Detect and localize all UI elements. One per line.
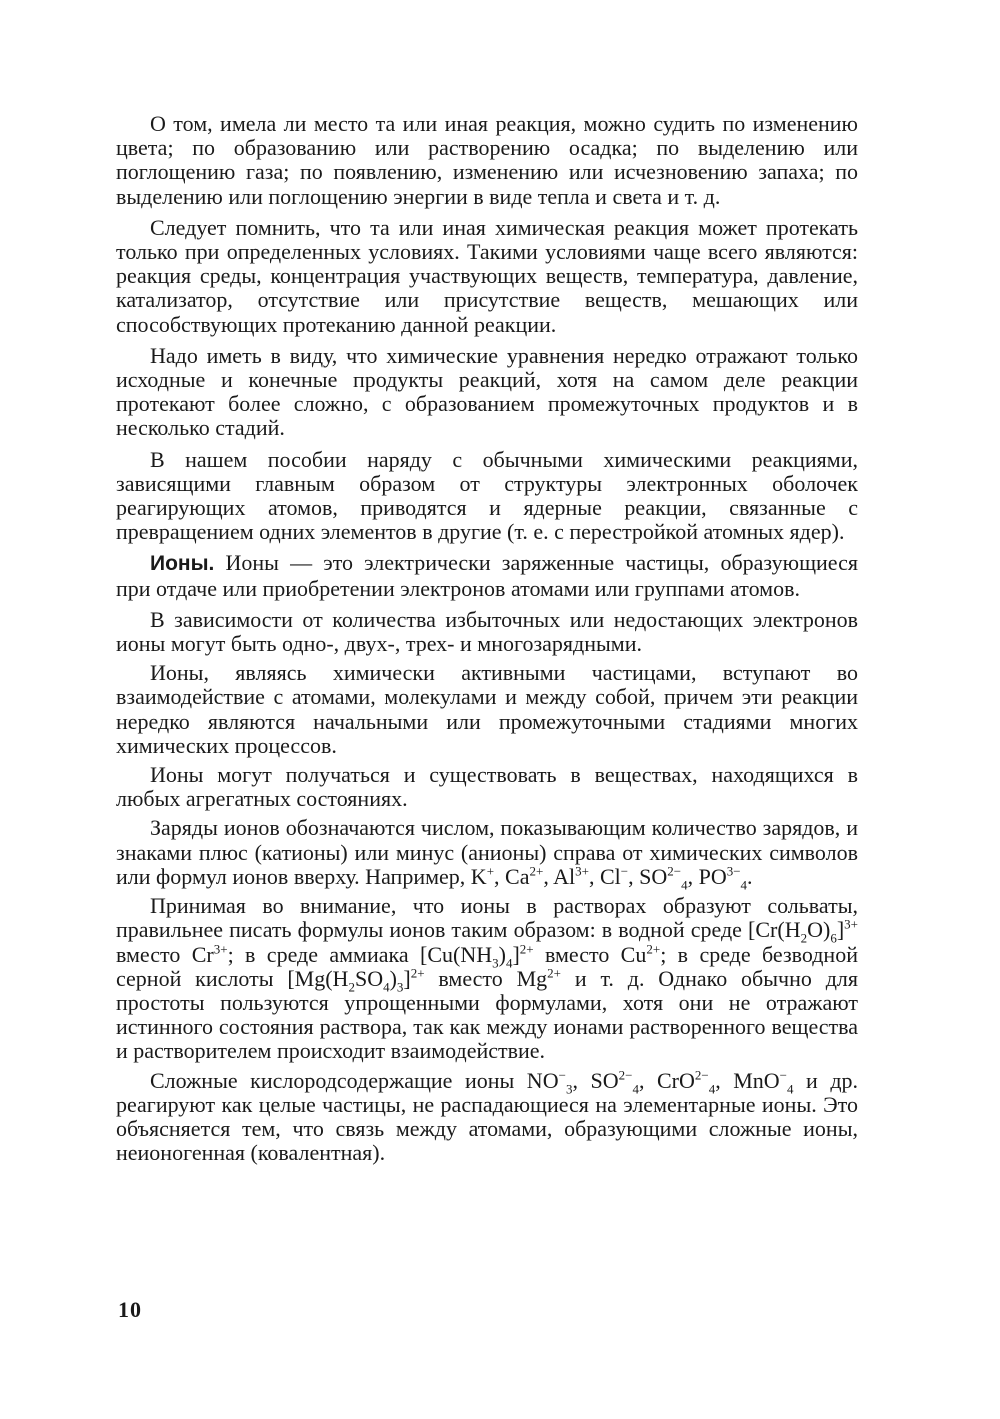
charge-sup: 2+ xyxy=(646,941,661,957)
paragraph-ions-definition xyxy=(116,551,858,600)
charge-sup: 2− xyxy=(694,1067,709,1083)
charge-sup: − xyxy=(620,863,629,879)
charge-sup: − xyxy=(779,1067,788,1083)
paragraph-complex-ions xyxy=(116,1069,858,1166)
paragraph-reaction-conditions: Следует помнить, что та или иная химическая реакция может протекать только при определенных условиях. Такими условиями чаще всего являются: реакция среды, концентрация участвующих веществ, температура, давление, катализатор, отсутствие или присутствие веществ, мешающих или способствующих протеканию данной реакции. xyxy=(116,214,858,337)
formula-run: O) xyxy=(807,917,831,943)
index-sub: 6 xyxy=(830,930,837,946)
text-run: и др. реагируют как целые частицы, не распадающиеся на элементарные ионы. Это объясняется тем, что связь между атомами, образующими сложные ионы, неионогенная (ковалентная). xyxy=(116,1067,859,1166)
section-lead-ions: Ионы. xyxy=(150,552,215,576)
charge-sup: 2− xyxy=(667,863,682,879)
charge-sup: + xyxy=(486,863,495,879)
paragraph-ion-activity: Ионы, являясь химически активными частицами, вступают во взаимодействие с атомами, молекулами и между собой, причем эти реакции нередко являются начальными или промежуточными стадиями многих химических процессов. xyxy=(116,660,858,758)
paragraph-nuclear-reactions: В нашем пособии наряду с обычными химическими реакциями, зависящими главным образом от структуры электронных оболочек реагирующих атомов, приводятся и ядерные реакции, связанные с превращением одних элементов в другие (т. е. с перестройкой атомных ядер). xyxy=(116,446,858,545)
formula-run: ] xyxy=(836,917,845,943)
paragraph-charge-notation xyxy=(116,815,858,893)
index-sub: 3 xyxy=(565,1080,573,1096)
formula-run: ) xyxy=(498,941,506,967)
ions-definition-text: Ионы — это электрически заряженные частицы, образующиеся при отдаче или приобретении электронов атомами или группами атомов. xyxy=(116,550,858,601)
page-number: 10 xyxy=(118,1297,142,1322)
formula-run: , CrO xyxy=(638,1067,695,1093)
paragraph-solvates xyxy=(116,894,858,1063)
index-sub: 2 xyxy=(348,979,355,995)
text-run: Принимая во внимание, что ионы в растворах образуют сольваты, правильнее писать формулы ионов таким образом: в водной среде [Cr(H xyxy=(116,893,858,943)
index-sub: 4 xyxy=(383,979,390,995)
index-sub: 4 xyxy=(787,1080,794,1096)
text-run: Заряды ионов обозначаются числом, показывающим количество зарядов, и знаками плюс (катионы) или минус (анионы) справа от химических символов или формул ионов вверху. Например, xyxy=(116,815,858,889)
charge-sup: 3+ xyxy=(575,863,589,879)
formula-run: , Cl xyxy=(588,863,621,889)
paragraph-reaction-signs: О том, имела ли место та или иная реакция, можно судить по изменению цвета; по образованию или растворению осадка; по выделению или поглощению газа; по появлению, изменению или исчезновению запаха; по выделению или поглощению энергии в виде тепла и света и т. д. xyxy=(116,111,858,209)
index-sub: 4 xyxy=(681,877,688,893)
text-run: . xyxy=(747,863,753,889)
formula-run: , Al xyxy=(543,863,576,889)
index-sub: 2 xyxy=(800,930,808,946)
text-run: Сложные кислородсодержащие ионы NO xyxy=(150,1067,559,1093)
text-run: вместо Mg xyxy=(424,965,548,991)
text-run: вместо Cr xyxy=(116,941,214,967)
charge-sup: 2+ xyxy=(547,965,562,981)
charge-sup: 3+ xyxy=(844,916,858,932)
text-run: ; в среде аммиака [Cu(NH xyxy=(227,941,493,967)
paragraph-ion-states: Ионы могут получаться и существовать в веществах, находящихся в любых агрегатных состояниях. xyxy=(116,762,858,812)
paragraph-equations-note: Надо иметь в виду, что химические уравнения нередко отражают только исходные и конечные продукты реакций, хотя на самом деле реакции протекают более сложно, с образованием промежуточных продуктов и в несколько стадий. xyxy=(116,342,858,441)
charge-sup: 2− xyxy=(618,1067,633,1083)
charge-sup: 2+ xyxy=(529,863,544,879)
formula-run: ] xyxy=(403,965,411,991)
index-sub: 4 xyxy=(740,877,748,893)
formula-run: , PO xyxy=(687,863,727,889)
formula-run: , MnO xyxy=(715,1067,780,1093)
text-run: вместо Cu xyxy=(533,941,647,967)
index-sub: 4 xyxy=(505,954,513,970)
text-run: ; в среде безводной серной кислоты [Mg(H xyxy=(116,941,858,991)
charge-sup: 2+ xyxy=(519,941,534,957)
index-sub: 3 xyxy=(492,954,499,970)
paragraph-ion-charges: В зависимости от количества избыточных или недостающих электронов ионы могут быть одно-, двух-, трех- и многозарядными. xyxy=(116,606,858,657)
charge-sup: 3− xyxy=(726,863,741,879)
formula-run: K xyxy=(470,863,487,889)
formula-run: , Ca xyxy=(494,863,530,889)
index-sub: 4 xyxy=(708,1080,716,1096)
charge-sup: 3+ xyxy=(213,941,228,957)
index-sub: 4 xyxy=(632,1080,639,1096)
formula-run: , SO xyxy=(572,1067,619,1093)
formula-run: , SO xyxy=(628,863,668,889)
formula-run: SO xyxy=(354,965,384,991)
index-sub: 3 xyxy=(396,979,404,995)
page-body xyxy=(116,112,858,1170)
formula-run: ] xyxy=(512,941,520,967)
charge-sup: − xyxy=(558,1067,566,1083)
charge-sup: 2+ xyxy=(410,965,425,981)
formula-run: ) xyxy=(389,965,397,991)
text-run: и т. д. Однако обычно для простоты пользуются упрощенными формулами, хотя они не отражают истинного состояния раствора, так как между ионами растворенного вещества и растворителем происходит взаимодействие. xyxy=(116,965,858,1064)
